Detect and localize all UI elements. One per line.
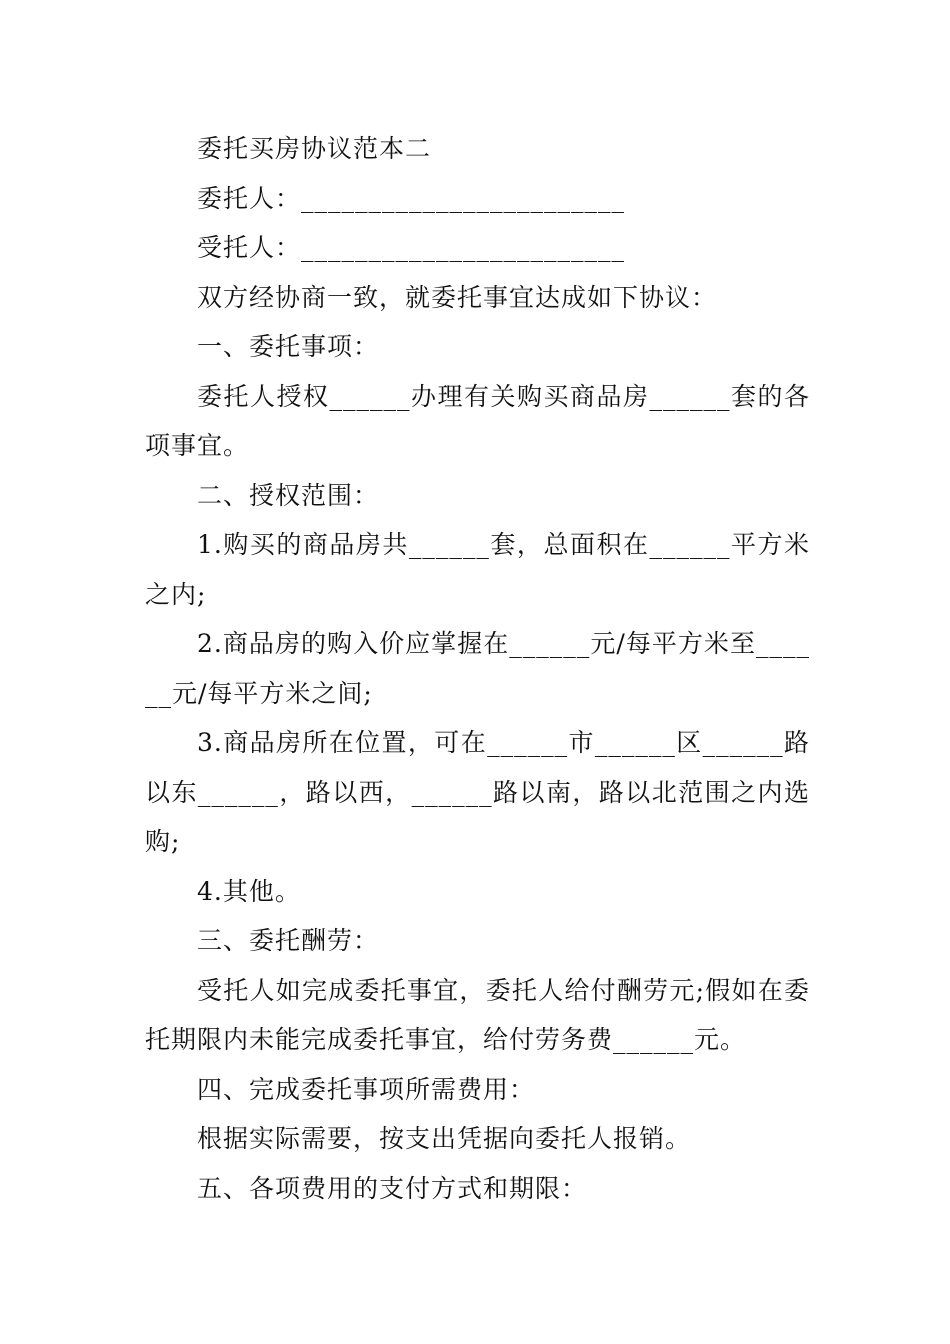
section3-heading: 三、委托酬劳：: [197, 926, 380, 955]
principal-line: [145, 174, 810, 224]
section3-body: 受托人如完成委托事宜，委托人给付酬劳元;假如在委托期限内未能完成委托事宜，给付劳务费______元。: [145, 975, 810, 1054]
section2-item-2: 2.商品房的购入价应掌握在______元/每平方米至______元/每平方米之间;: [145, 629, 810, 708]
section2-item-4: 4.其他。: [197, 876, 301, 906]
agent-label: 受托人：: [197, 233, 302, 262]
section2-heading: 二、授权范围：: [197, 480, 380, 510]
principal-label: 委托人：: [197, 183, 302, 213]
intro-paragraph: 双方经协商一致，就委托事宜达成如下协议：: [197, 282, 718, 312]
document-title: 委托买房协议范本二: [197, 134, 432, 163]
section5-heading: 五、各项费用的支付方式和期限：: [197, 1173, 588, 1203]
document-page: [145, 124, 810, 1213]
section4-body: 根据实际需要，按支出凭据向委托人报销。: [197, 1124, 692, 1153]
section2-item-1: 1.购买的商品房共______套，总面积在______平方米之内;: [145, 530, 810, 609]
section1-body: 委托人授权______办理有关购买商品房______套的各项事宜。: [145, 381, 810, 460]
section1-heading: 一、委托事项：: [197, 332, 380, 361]
principal-blank: ________________________: [301, 183, 626, 213]
agent-line: [145, 223, 810, 273]
section2-item-3: 3.商品房所在位置，可在______市______区______路以东______，路以西，______路以南，路以北范围之内选购;: [145, 728, 810, 856]
agent-blank: ________________________: [301, 233, 626, 262]
section4-heading: 四、完成委托事项所需费用：: [197, 1074, 536, 1104]
